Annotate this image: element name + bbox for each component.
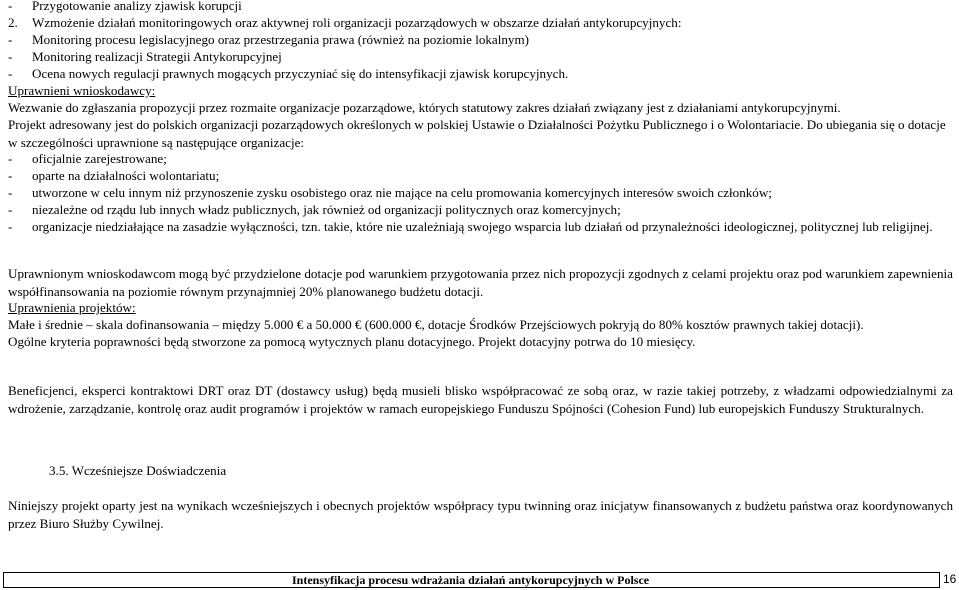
wnioskodawcy-heading: Uprawnieni wnioskodawcy: (8, 83, 156, 98)
bullet-dash: - (8, 168, 13, 183)
organization-bullet (8, 150, 953, 168)
wnioskodawcy-paragraph-1: Wezwanie do zgłaszania propozycji przez rozmaite organizacje pozarządowe, których statutowy zakres działań związany jest z działaniami antykorupcyjnymi. (8, 100, 841, 115)
bullet-text: Ocena nowych regulacji prawnych mogących przyczyniać się do intensyfikacji zjawisk korupcyjnych. (32, 66, 569, 81)
bullet-dash: - (8, 151, 13, 166)
monitoring-bullet (8, 48, 953, 66)
bullet-dash: - (8, 32, 13, 47)
monitoring-bullet (8, 65, 953, 83)
projekty-line-2: Ogólne kryteria poprawności będą stworzone za pomocą wytycznych planu dotacyjnego. Projekt dotacyjny potrwa do 10 miesięcy. (8, 334, 696, 349)
bullet-dash: - (8, 0, 13, 13)
bullet-dash: - (8, 219, 13, 234)
bullet-text: Monitoring realizacji Strategii Antykorupcyjnej (32, 49, 282, 64)
intro-bullet (8, 0, 953, 15)
item-number: 2. (8, 15, 18, 30)
bullet-text: oparte na działalności wolontariatu; (32, 168, 220, 183)
projekty-line-1: Małe i średnie – skala dofinansowania – między 5.000 € a 50.000 € (600.000 €, dotacje Środków Przejściowych pokryją do 80% kosztów prawnych takiej dotacji). (8, 317, 864, 332)
wnioskodawcy-paragraph-2: Projekt adresowany jest do polskich organizacji pozarządowych określonych w polskiej Ustawie o Działalności Pożytku Publicznego i o Wolontariacie. Do ubiegania się o dotacje w szczególności uprawnione są następujące organizacje: (8, 117, 946, 150)
section-subheading (8, 299, 953, 317)
bullet-text: utworzone w celu innym niż przynoszenie zysku osobistego oraz nie mające na celu promowania komercyjnych interesów swoich członków; (32, 185, 772, 200)
bullet-dash: - (8, 185, 13, 200)
page-number: 16 (943, 572, 957, 586)
section-subheading (8, 82, 953, 100)
bullet-text: niezależne od rządu lub innych władz publicznych, jak również od organizacji politycznych oraz komercyjnych; (32, 202, 621, 217)
beneficjenci-paragraph: Beneficjenci, eksperci kontraktowi DRT oraz DT (dostawcy usług) będą musieli blisko współpracować ze sobą oraz, w razie takiej potrzeby, z władzami odpowiedzialnymi za wdrożenie, zarządzanie, kontrolę oraz audit programów i projektów w ramach europejskiego Funduszu Spójności (Cohesion Fund) lub europejskich Funduszy Strukturalnych. (8, 383, 953, 416)
organization-bullet (8, 184, 953, 202)
monitoring-bullet (8, 31, 953, 49)
organization-bullet (8, 167, 953, 185)
section-heading: 3.5. Wcześniejsze Doświadczenia (49, 463, 227, 478)
bullet-text: Przygotowanie analizy zjawisk korupcji (32, 0, 242, 13)
dotacje-paragraph: Uprawnionym wnioskodawcom mogą być przydzielone dotacje pod warunkiem przygotowania przez nich propozycji zgodnych z celami projektu oraz pod warunkiem zapewnienia współfinansowania na poziomie równym przynajmniej 20% planowanego budżetu dotacji. (8, 266, 953, 299)
organization-bullet (8, 201, 953, 219)
item-text: Wzmożenie działań monitoringowych oraz aktywnej roli organizacji pozarządowych w obszarze działań antykorupcyjnych: (32, 15, 682, 30)
projekty-heading: Uprawnienia projektów: (8, 300, 136, 315)
doswiadczenia-paragraph: Niniejszy projekt oparty jest na wynikach wcześniejszych i obecnych projektów współpracy typu twinning oraz inicjatyw finansowanych z budżetu państwa oraz koordynowanych przez Biuro Służby Cywilnej. (8, 498, 953, 531)
numbered-item-2 (8, 14, 953, 32)
bullet-dash: - (8, 202, 13, 217)
bullet-dash: - (8, 49, 13, 64)
bullet-text: oficjalnie zarejestrowane; (32, 151, 167, 166)
bullet-text: Monitoring procesu legislacyjnego oraz przestrzegania prawa (również na poziomie lokalnym) (32, 32, 530, 47)
footer-title: Intensyfikacja procesu wdrażania działań antykorupcyjnych w Polsce (292, 573, 650, 587)
organization-bullet (8, 218, 953, 236)
bullet-dash: - (8, 66, 13, 81)
bullet-text: organizacje niedziałające na zasadzie wyłączności, tzn. takie, które nie uzależniają swojego wsparcia lub działań od przynależności ideologicznej, politycznej lub religijnej. (32, 219, 933, 234)
